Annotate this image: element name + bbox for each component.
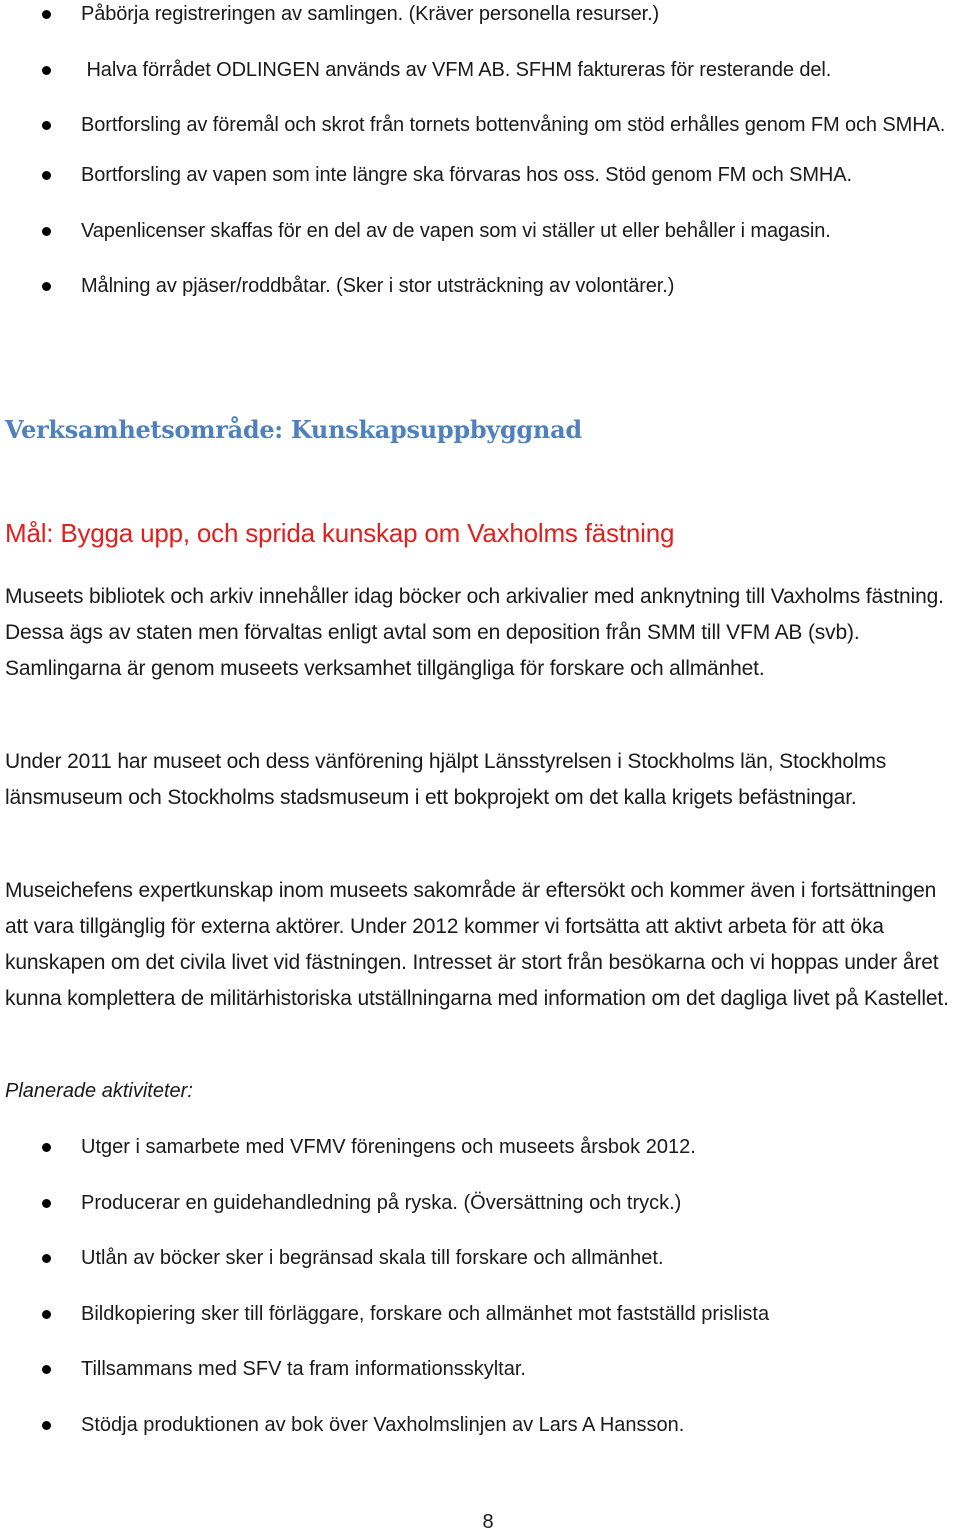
list-item-text: Påbörja registreringen av samlingen. (Kräver personella resurser.): [81, 3, 660, 25]
list-item-text: Utger i samarbete med VFMV föreningens och museets årsbok 2012.: [81, 1136, 696, 1158]
body-paragraph: Museets bibliotek och arkiv innehåller idag böcker och arkivalier med anknytning till Vaxholms fästning. Dessa ägs av staten men förvaltas enligt avtal som en deposition från SMM till VFM AB (svb). Samlingarna är genom museets verksamhet tillgängliga för forskare och allmänhet.: [5, 585, 944, 680]
bullet-icon: [42, 171, 51, 180]
page-number: 8: [482, 1511, 494, 1533]
bullet-icon: [42, 1143, 51, 1152]
body-paragraph: Under 2011 har museet och dess vänförening hjälpt Länsstyrelsen i Stockholms län, Stockholms länsmuseum och Stockholms stadsmuseum i ett bokprojekt om det kalla krigets befästningar.: [5, 750, 887, 809]
bullet-icon: [42, 10, 51, 19]
list-item: [0, 1355, 960, 1383]
bullet-icon: [42, 121, 51, 130]
bullet-icon: [42, 282, 51, 291]
list-item: [0, 1300, 960, 1328]
bullet-icon: [42, 66, 51, 75]
list-item-text: Bortforsling av föremål och skrot från tornets bottenvåning om stöd erhålles genom FM och SMHA.: [81, 114, 946, 136]
list-item-text: Vapenlicenser skaffas för en del av de vapen som vi ställer ut eller behåller i magasin.: [81, 219, 831, 242]
list-item-text: Utlån av böcker sker i begränsad skala till forskare och allmänhet.: [81, 1247, 664, 1270]
body-paragraph: Museichefens expertkunskap inom museets sakområde är eftersökt och kommer även i fortsättningen att vara tillgänglig för externa aktörer. Under 2012 kommer vi fortsätta att aktivt arbeta för att öka kunskapen om det civila livet vid fästningen. Intresset är stort från besökarna och vi hoppas under året kunna komplettera de militärhistoriska utställningarna med information om det dagliga livet på Kastellet.: [5, 879, 949, 1010]
planned-bullet-list: [0, 1133, 960, 1467]
list-item: [0, 0, 960, 28]
list-item-text: Bildkopiering sker till förläggare, forskare och allmänhet mot fastställd prislista: [81, 1302, 770, 1325]
list-item: [0, 111, 960, 139]
bullet-icon: [42, 1310, 51, 1319]
list-item: [0, 1133, 960, 1161]
list-item: [0, 272, 960, 300]
bullet-icon: [42, 1365, 51, 1374]
list-item: [0, 56, 960, 84]
top-bullet-list: [0, 0, 960, 328]
list-item-text: Målning av pjäser/roddbåtar. (Sker i stor utsträckning av volontärer.): [81, 275, 675, 297]
list-item: [0, 1189, 960, 1217]
bullet-icon: [42, 227, 51, 236]
list-item-text: Bortforsling av vapen som inte längre ska förvaras hos oss. Stöd genom FM och SMHA.: [81, 164, 852, 186]
list-item: [0, 1411, 960, 1439]
list-item-text: Halva förrådet ODLINGEN används av VFM AB. SFHM faktureras för resterande del.: [81, 58, 832, 81]
list-item-text: Producerar en guidehandledning på ryska. (Översättning och tryck.): [81, 1191, 682, 1214]
goal-heading: Mål: Bygga upp, och sprida kunskap om Vaxholms fästning: [5, 518, 675, 548]
list-item: [0, 161, 960, 189]
bullet-icon: [42, 1421, 51, 1430]
list-item: [0, 217, 960, 245]
list-item-text: Stödja produktionen av bok över Vaxholmslinjen av Lars A Hansson.: [81, 1413, 685, 1436]
list-item: [0, 1244, 960, 1272]
planned-activities-label: Planerade aktiviteter:: [5, 1080, 193, 1102]
bullet-icon: [42, 1199, 51, 1208]
bullet-icon: [42, 1254, 51, 1263]
list-item-text: Tillsammans med SFV ta fram informationsskyltar.: [81, 1358, 526, 1381]
section-heading: Verksamhetsområde: Kunskapsuppbyggnad: [5, 415, 582, 444]
